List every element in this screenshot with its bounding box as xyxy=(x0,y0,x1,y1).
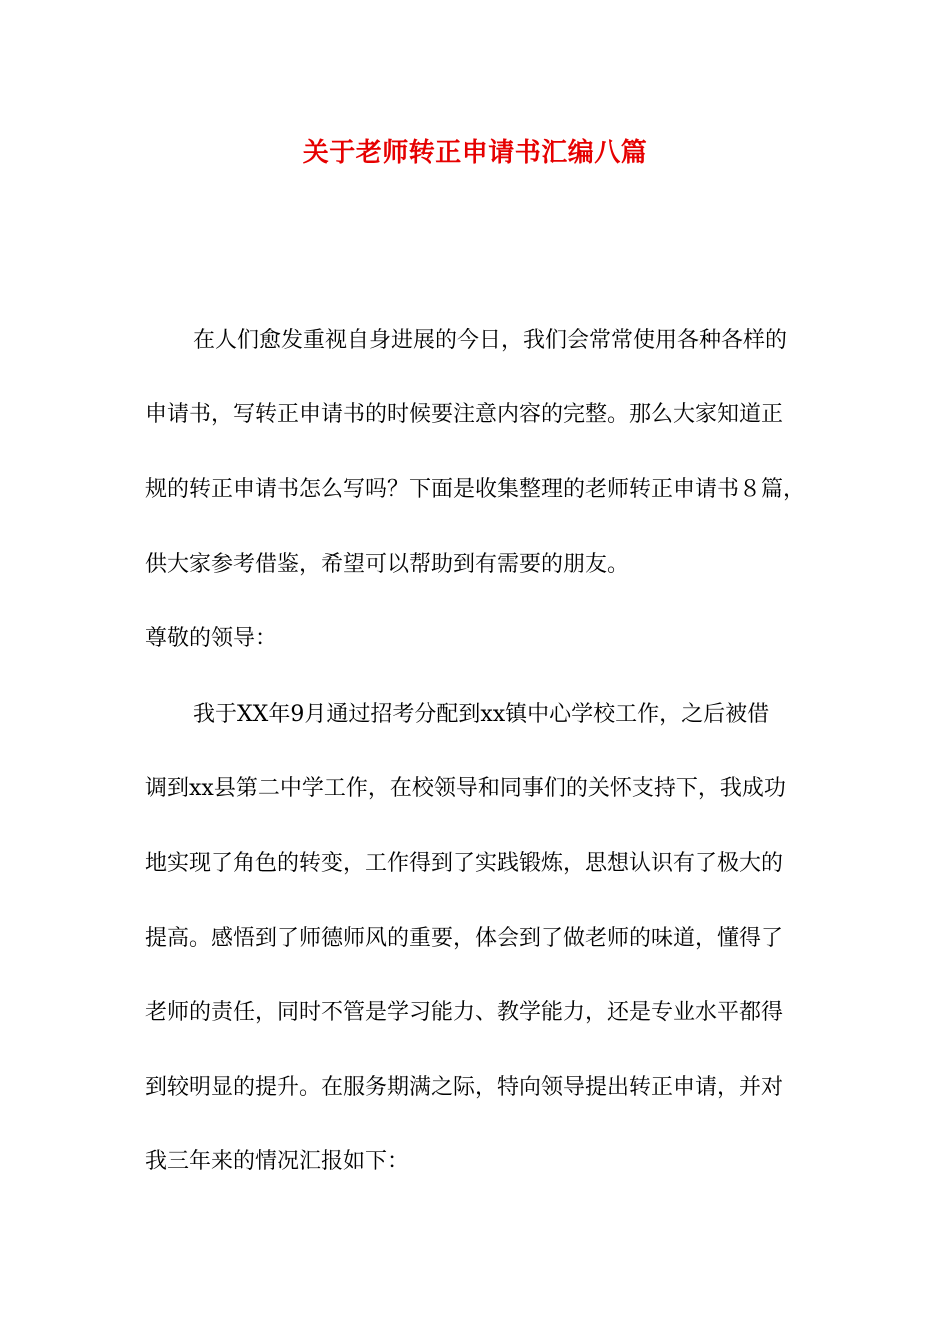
paragraph-line: 老师的责任，同时不管是学习能力、教学能力，还是专业水平都得 xyxy=(145,1000,784,1025)
paragraph-line: 规的转正申请书怎么写吗？下面是收集整理的老师转正申请书８篇， xyxy=(145,477,806,502)
paragraph-line: 在人们愈发重视自身进展的今日，我们会常常使用各种各样的 xyxy=(193,328,788,353)
paragraph-line: 申请书，写转正申请书的时候要注意内容的完整。那么大家知道正 xyxy=(145,402,784,427)
salutation: 尊敬的领导： xyxy=(145,626,278,651)
paragraph-line: 我于XX年9月通过招考分配到xx镇中心学校工作，之后被借 xyxy=(193,702,770,727)
paragraph-line: 供大家参考借鉴，希望可以帮助到有需要的朋友。 xyxy=(145,552,630,577)
document-title: 关于老师转正申请书汇编八篇 xyxy=(302,138,648,168)
paragraph-line: 提高。感悟到了师德师风的重要，体会到了做老师的味道，懂得了 xyxy=(145,926,784,951)
paragraph-line: 到较明显的提升。在服务期满之际，特向领导提出转正申请，并对 xyxy=(145,1075,784,1100)
paragraph-line: 我三年来的情况汇报如下： xyxy=(145,1149,410,1174)
paragraph-line: 地实现了角色的转变，工作得到了实践锻炼，思想认识有了极大的 xyxy=(145,851,784,876)
paragraph-line: 调到xx县第二中学工作，在校领导和同事们的关怀支持下，我成功 xyxy=(145,776,786,801)
